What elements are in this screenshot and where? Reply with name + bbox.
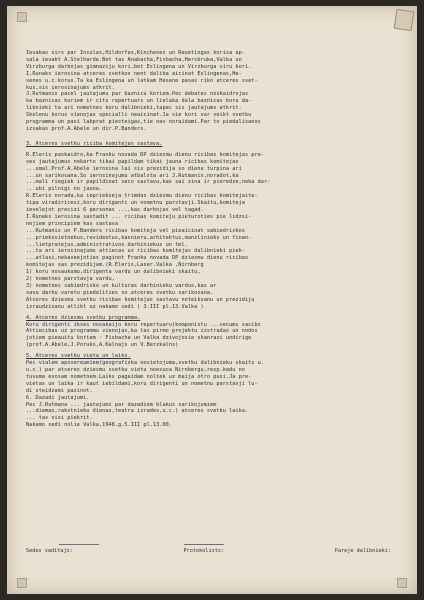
text-line: ...prieksvietnekus,revidentus,kasnieru,arhitektus,manzlinieks un finan-: [26, 234, 252, 241]
handwritten-signature: [59, 538, 102, 545]
text-line: libnieki ta ari nometnes koru dalibnieki,tapec sis jautajums atkrit.: [26, 105, 242, 112]
folded-corner: [394, 9, 415, 31]
text-line: Pec vialem apsvereumiem(geografiska novietojuma,svetku dalibnieku skaits u.: [26, 360, 264, 367]
text-line: Atceres dziesmu svetku ricibas komitejas sastavu noteiksanu un prezidiju: [26, 296, 255, 303]
text-line: savu darbu varetu piedalities so atceres svetku sarikosana.: [26, 289, 214, 296]
text-line: izsakas prof.A.Abele un dir.P.Banders.: [26, 125, 147, 132]
text-line: tuvuma esosam nometnem.Laiks pagaidam noliek uz maija otro pusi.Ja pre-: [26, 373, 252, 380]
text-line: ...mali riegiek ir papildinat veco sastavu,kas sai zina ir pieredze,neka dar-: [26, 179, 271, 186]
text-line: kus,sis ierosinajums atkrit.: [26, 84, 115, 91]
text-line: 1) koru nosaukumu,dirigenta vardu un dalibnieki skaitu,: [26, 269, 201, 276]
handwritten-signature: [184, 538, 227, 545]
tape-mark: [397, 578, 407, 588]
text-line: ... tas visi piekrit.: [26, 415, 93, 422]
text-line: programma un pasi labprat piesteigas,tie nav noraidami.Par to piedalisanos: [26, 119, 261, 126]
text-line: ...ta ari ierosinajums attiecas uz ricibas komitejas dalibnieki piek-: [26, 248, 245, 255]
text-line: ka baznicas koriem ir cits repertuars un lielaka dala baznicas koru da-: [26, 98, 252, 105]
tape-mark: [17, 578, 27, 588]
text-line: R.Eleris paskaidro,ka Franku novada DP dziesmu dienu ricibas komitejas pre-: [26, 151, 264, 158]
text-line: R.Eleris norada,ka iepriekseja trimdas dziesmu dienu ricibas komitejaite-: [26, 193, 258, 200]
text-line: ...ubi pilnigi no jauna.: [26, 186, 103, 193]
text-line: jotiem pieauitu koriem - Fisbacha un Valka dzivojosie skanrazi undirige: [26, 335, 252, 342]
text-line: Virzburga darbojas gimnaziju kori,bet Eslingena un Virzburga viru kori.: [26, 63, 252, 70]
section-4-body: [26, 322, 391, 350]
section-heading: 4. Atceres dziesmu svetku programma.: [26, 314, 141, 321]
section-heading: 3. Atceres svetku riciba komitejas sastava.: [26, 140, 163, 147]
text-line: ses jautajumus nokarto tikai papildam tikai jauna ricibas komitejas: [26, 158, 239, 165]
secretary-signature-label: Protokolists:: [183, 548, 225, 554]
section-5-body: [26, 360, 391, 429]
text-line: 3) nometnes sabiedrisko un kulturas darbinieku vardus,kas ar: [26, 283, 217, 289]
text-line: I.Runaks ierosina sastadit ... ricibas komiteju pieturoties pie lidzsi-: [26, 213, 252, 220]
text-line: ...lietpratejus,administrativos darbiniekus un tml.: [26, 241, 188, 248]
text-line: ...un sarikosana.So ierosinajumu atbalsta ari J.Rutmanis,noradot,ka: [26, 172, 239, 179]
text-line: tipa viradiricesi,koru dirigenti un nometnu parstavji.Skaitu,komiteja: [26, 200, 245, 207]
text-line: komitejas sas prezidijam.(R.Eleris,Laser.Valka ,Nirnberg: [26, 262, 204, 269]
text-line: ...atlasi,nekaveejoties paginot Franku novada DP dziesmu dienu ricibas: [26, 255, 249, 262]
text-line: di steidzami pazinot.: [26, 387, 93, 394]
text-line: Nakamo sedi nolie Valka,1948.g.5.III pl.13.00.: [26, 422, 172, 429]
text-line: ...Rutmanis un P.Banders ricibas komiteja vel pieaicinat sabiedriskos: [26, 227, 245, 234]
text-line: 6. Dazadi jautajumi.: [26, 394, 90, 401]
text-line: Skolenu korus vienojas specialli neaicinat.Ja sie kori var veikt svetku: [26, 112, 252, 119]
text-line: Koru dirigenti ikses nosakaijo koru repertuaru(komponistu ...vecums sacibs: [26, 321, 261, 328]
members-signature-label: Pareje dalibnieki:: [334, 548, 391, 554]
text-line: nejiem principiem kas sastava: [26, 220, 119, 227]
text-line: ...diemas,rakstnieku dienas,teatra izrades,u.c.) atceres svetku laika.: [26, 408, 249, 415]
signature-row: [26, 548, 391, 554]
section-3-body: [26, 152, 391, 311]
text-line: Attiecibas uz programmu vienojas,ka tas pirmo projektu izstradas un nodos: [26, 328, 258, 335]
chair-signature-label: Sedes vaditajs:: [26, 548, 73, 554]
text-line: senes u.c.korus.Ta ka Eslingena un latkam Hesene pasas riko atceres svet-: [26, 77, 258, 84]
document-body: [26, 50, 391, 429]
text-line: u.c.) par atceres dziesmu svetku vietu noesuca Nirnbergu,resp.kadu no: [26, 366, 245, 373]
text-line: ...umal.Prof.A.Abele ierosina lai sis prezidija so dienu turpina ari: [26, 165, 242, 172]
text-line: izraudzisanu atlikt uz nakamo sedi ( 3.III pl.13.Valka ): [26, 303, 204, 310]
section-heading: 5. Atceres svetku vieta un laiks.: [26, 353, 131, 360]
text-line: I.Runaks ierosina atceres svetkos nent daliba aicinat Eslingenas,He-: [26, 70, 242, 77]
text-line: Ievakas sirs par Insulas,Hildorfas,Kinchenes un Reuetingas korisa ap-: [26, 50, 245, 56]
text-line: (prof.A.Abele,J.Poruks,A.Kalnajs un V.Berzkalns): [26, 342, 179, 349]
text-line: ievelejot precizi 6 personas ...,kas darbojas vel tagad.: [26, 207, 204, 214]
text-line: 2) nometnes parstavja vardu,: [26, 276, 115, 283]
text-line: sala ievakt A.Stelharde.Bet tas Anabacha,Fisbacha,Hersbruka,Valka un: [26, 56, 242, 63]
text-line: Pec J.Rutmana ... jautajumi par dazadiem blakus sarikojumiem: [26, 401, 217, 408]
text-line: J.Rutmanis pacel jautajumu par baznicu koriem.Pec debates noskaidrojas: [26, 91, 249, 98]
text-line: vietas un laika ir kaut iebildami,koru dirigenti un nometnu parstavji lu-: [26, 380, 258, 387]
intro-paragraph: [26, 50, 391, 133]
tape-mark: [17, 12, 27, 22]
